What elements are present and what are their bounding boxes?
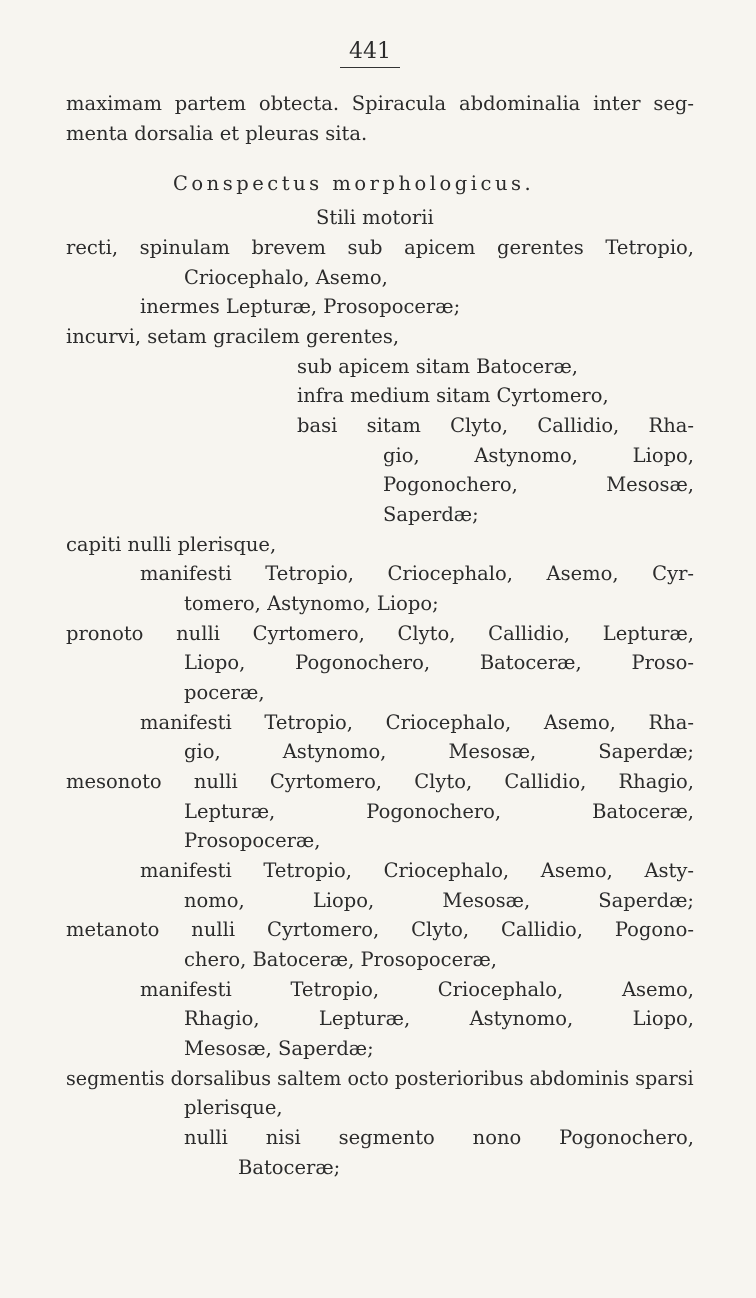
text-line: manifesti Tetropio, Criocephalo, Asemo, Asty- bbox=[140, 859, 694, 882]
text-line: Mesosæ, Saperdæ; bbox=[184, 1037, 374, 1060]
text-line: nomo, Liopo, Mesosæ, Saperdæ; bbox=[184, 889, 694, 912]
text-line: Pogonochero, Mesosæ, bbox=[383, 473, 694, 496]
text-line: Lepturæ, Pogonochero, Batoceræ, bbox=[184, 800, 694, 823]
text-line: sub apicem sitam Batoceræ, bbox=[297, 355, 578, 378]
text-line: manifesti Tetropio, Criocephalo, Asemo, Rha- bbox=[140, 711, 694, 734]
text-line: capiti nulli plerisque, bbox=[66, 533, 277, 556]
text-line: gio, Astynomo, Mesosæ, Saperdæ; bbox=[184, 740, 694, 763]
page-number: 441 bbox=[340, 38, 400, 68]
text-line: recti, spinulam brevem sub apicem gerentes Tetropio, bbox=[66, 236, 694, 259]
text-line: basi sitam Clyto, Callidio, Rha- bbox=[297, 414, 694, 437]
text-line: pronoto nulli Cyrtomero, Clyto, Callidio, Lepturæ, bbox=[66, 622, 694, 645]
subheading: Stili motorii bbox=[316, 206, 434, 229]
text-line: maximam partem obtecta. Spiracula abdominalia inter seg- bbox=[66, 92, 694, 115]
section-heading: Conspectus morphologicus. bbox=[173, 172, 535, 195]
text-line: segmentis dorsalibus saltem octo posterioribus abdominis sparsi bbox=[66, 1067, 694, 1090]
text-line: incurvi, setam gracilem gerentes, bbox=[66, 325, 400, 348]
text-line: menta dorsalia et pleuras sita. bbox=[66, 122, 368, 145]
text-line: inermes Lepturæ, Prosopoceræ; bbox=[140, 295, 461, 318]
text-line: plerisque, bbox=[184, 1096, 283, 1119]
text-line: Criocephalo, Asemo, bbox=[184, 266, 388, 289]
text-line: Liopo, Pogonochero, Batoceræ, Proso- bbox=[184, 651, 694, 674]
text-line: manifesti Tetropio, Criocephalo, Asemo, bbox=[140, 978, 694, 1001]
text-line: Prosopoceræ, bbox=[184, 829, 321, 852]
text-line: chero, Batoceræ, Prosopoceræ, bbox=[184, 948, 497, 971]
text-line: nulli nisi segmento nono Pogonochero, bbox=[184, 1126, 694, 1149]
text-line: poceræ, bbox=[184, 681, 265, 704]
text-line: manifesti Tetropio, Criocephalo, Asemo, Cyr- bbox=[140, 562, 694, 585]
text-line: tomero, Astynomo, Liopo; bbox=[184, 592, 439, 615]
text-line: mesonoto nulli Cyrtomero, Clyto, Callidio, Rhagio, bbox=[66, 770, 694, 793]
text-line: Batoceræ; bbox=[238, 1156, 341, 1179]
text-line: infra medium sitam Cyrtomero, bbox=[297, 384, 609, 407]
text-line: Rhagio, Lepturæ, Astynomo, Liopo, bbox=[184, 1007, 694, 1030]
text-line: gio, Astynomo, Liopo, bbox=[383, 444, 694, 467]
text-line: Saperdæ; bbox=[383, 503, 479, 526]
text-line: metanoto nulli Cyrtomero, Clyto, Callidio, Pogono- bbox=[66, 918, 694, 941]
